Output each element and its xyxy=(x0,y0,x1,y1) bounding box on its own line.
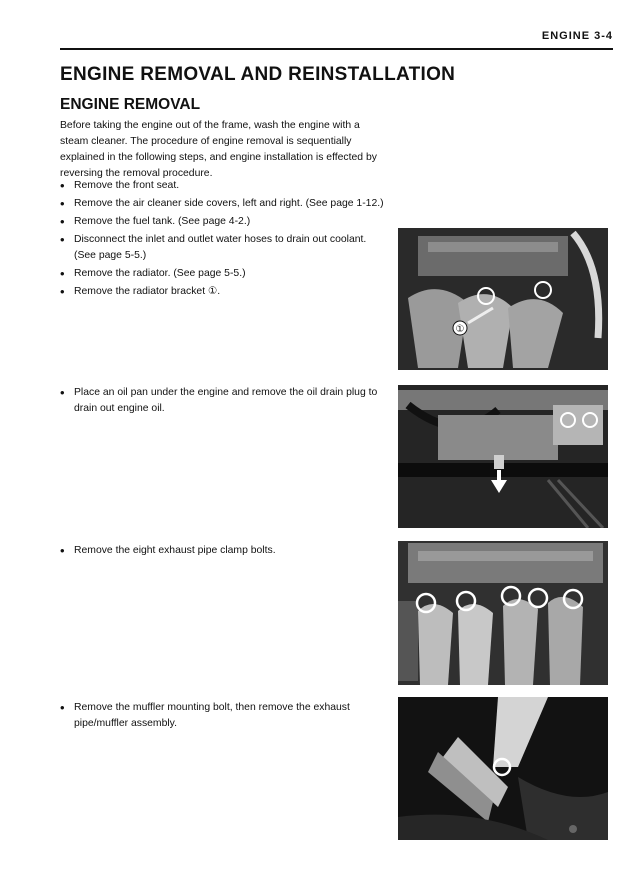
step-remove-front-seat: • Remove the front seat. xyxy=(60,178,390,194)
steps-group-4 xyxy=(60,700,390,734)
page-header xyxy=(60,28,613,50)
photo-radiator-bracket xyxy=(398,228,608,370)
photo-muffler-mounting-bolt xyxy=(398,697,608,840)
callout-1-label: ① xyxy=(455,324,465,335)
photo-oil-drain-plug-drawing xyxy=(398,385,608,528)
step-remove-air-cleaner-covers: • Remove the air cleaner side covers, left and right. (See page 1-12.) xyxy=(60,196,390,212)
photo-muffler-mounting-bolt-drawing xyxy=(398,697,608,840)
photo-exhaust-clamp-bolts xyxy=(398,541,608,685)
step-drain-engine-oil: • Place an oil pan under the engine and remove the oil drain plug to drain out engine oil. xyxy=(60,385,390,417)
page-number: ENGINE 3-4 xyxy=(541,30,613,42)
photo-oil-drain-plug xyxy=(398,385,608,528)
section-title: ENGINE REMOVAL AND REINSTALLATION xyxy=(60,64,456,85)
photo-exhaust-clamp-bolts-drawing xyxy=(398,541,608,685)
step-remove-radiator: • Remove the radiator. (See page 5-5.) xyxy=(60,266,390,282)
photo-radiator-bracket-drawing xyxy=(398,228,608,370)
steps-group-2 xyxy=(60,385,390,419)
step-remove-radiator-bracket: • Remove the radiator bracket ①. xyxy=(60,284,390,300)
step-remove-fuel-tank: • Remove the fuel tank. (See page 4-2.) xyxy=(60,214,390,230)
intro-paragraph: Before taking the engine out of the frame, wash the engine with a steam cleaner. The procedure of engine removal is sequentially explained in the following steps, and engine installation is effected by reversing the removal procedure. xyxy=(60,120,377,179)
steps-group-3 xyxy=(60,543,390,561)
subsection-title: ENGINE REMOVAL xyxy=(60,96,201,113)
steps-group-1 xyxy=(60,178,390,302)
step-remove-clamp-bolts: • Remove the eight exhaust pipe clamp bolts. xyxy=(60,543,390,559)
step-remove-muffler-assembly: • Remove the muffler mounting bolt, then remove the exhaust pipe/muffler assembly. xyxy=(60,700,390,732)
step-disconnect-water-hoses: • Disconnect the inlet and outlet water hoses to drain out coolant. (See page 5-5.) xyxy=(60,232,390,264)
